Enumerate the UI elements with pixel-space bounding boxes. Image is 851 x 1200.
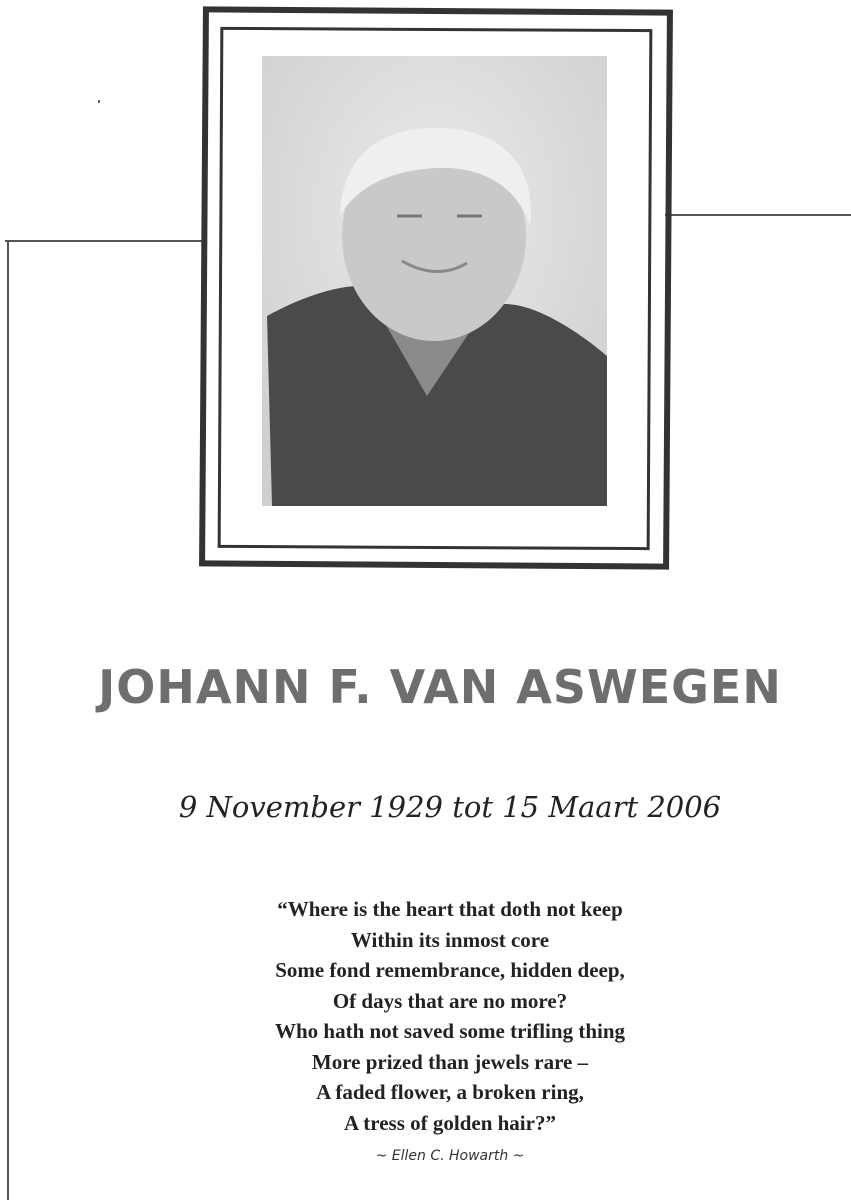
poem-line: Who hath not saved some trifling thing <box>274 1019 626 1043</box>
poem-line: “Where is the heart that doth not keep <box>277 897 623 921</box>
poem-line: More prized than jewels rare – <box>311 1049 589 1074</box>
poem-author: ~ Ellen C. Howarth ~ <box>375 1148 525 1164</box>
scan-speck <box>98 100 100 103</box>
right-horizontal-rule <box>665 214 851 216</box>
poem-line: Some fond remembrance, hidden deep, <box>275 958 625 982</box>
poem-line: Within its inmost core <box>350 927 550 952</box>
portrait-photo <box>262 56 607 506</box>
poem-line: A faded flower, a broken ring, <box>316 1080 584 1104</box>
memorial-poem <box>0 894 851 1138</box>
deceased-name: JOHANN F. VAN ASWEGEN <box>98 660 782 714</box>
poem-line: Of days that are no more? <box>332 988 568 1013</box>
left-horizontal-rule <box>5 240 202 242</box>
poem-line: A tress of golden hair?” <box>344 1110 556 1135</box>
life-dates: 9 November 1929 tot 15 Maart 2006 <box>178 790 722 824</box>
